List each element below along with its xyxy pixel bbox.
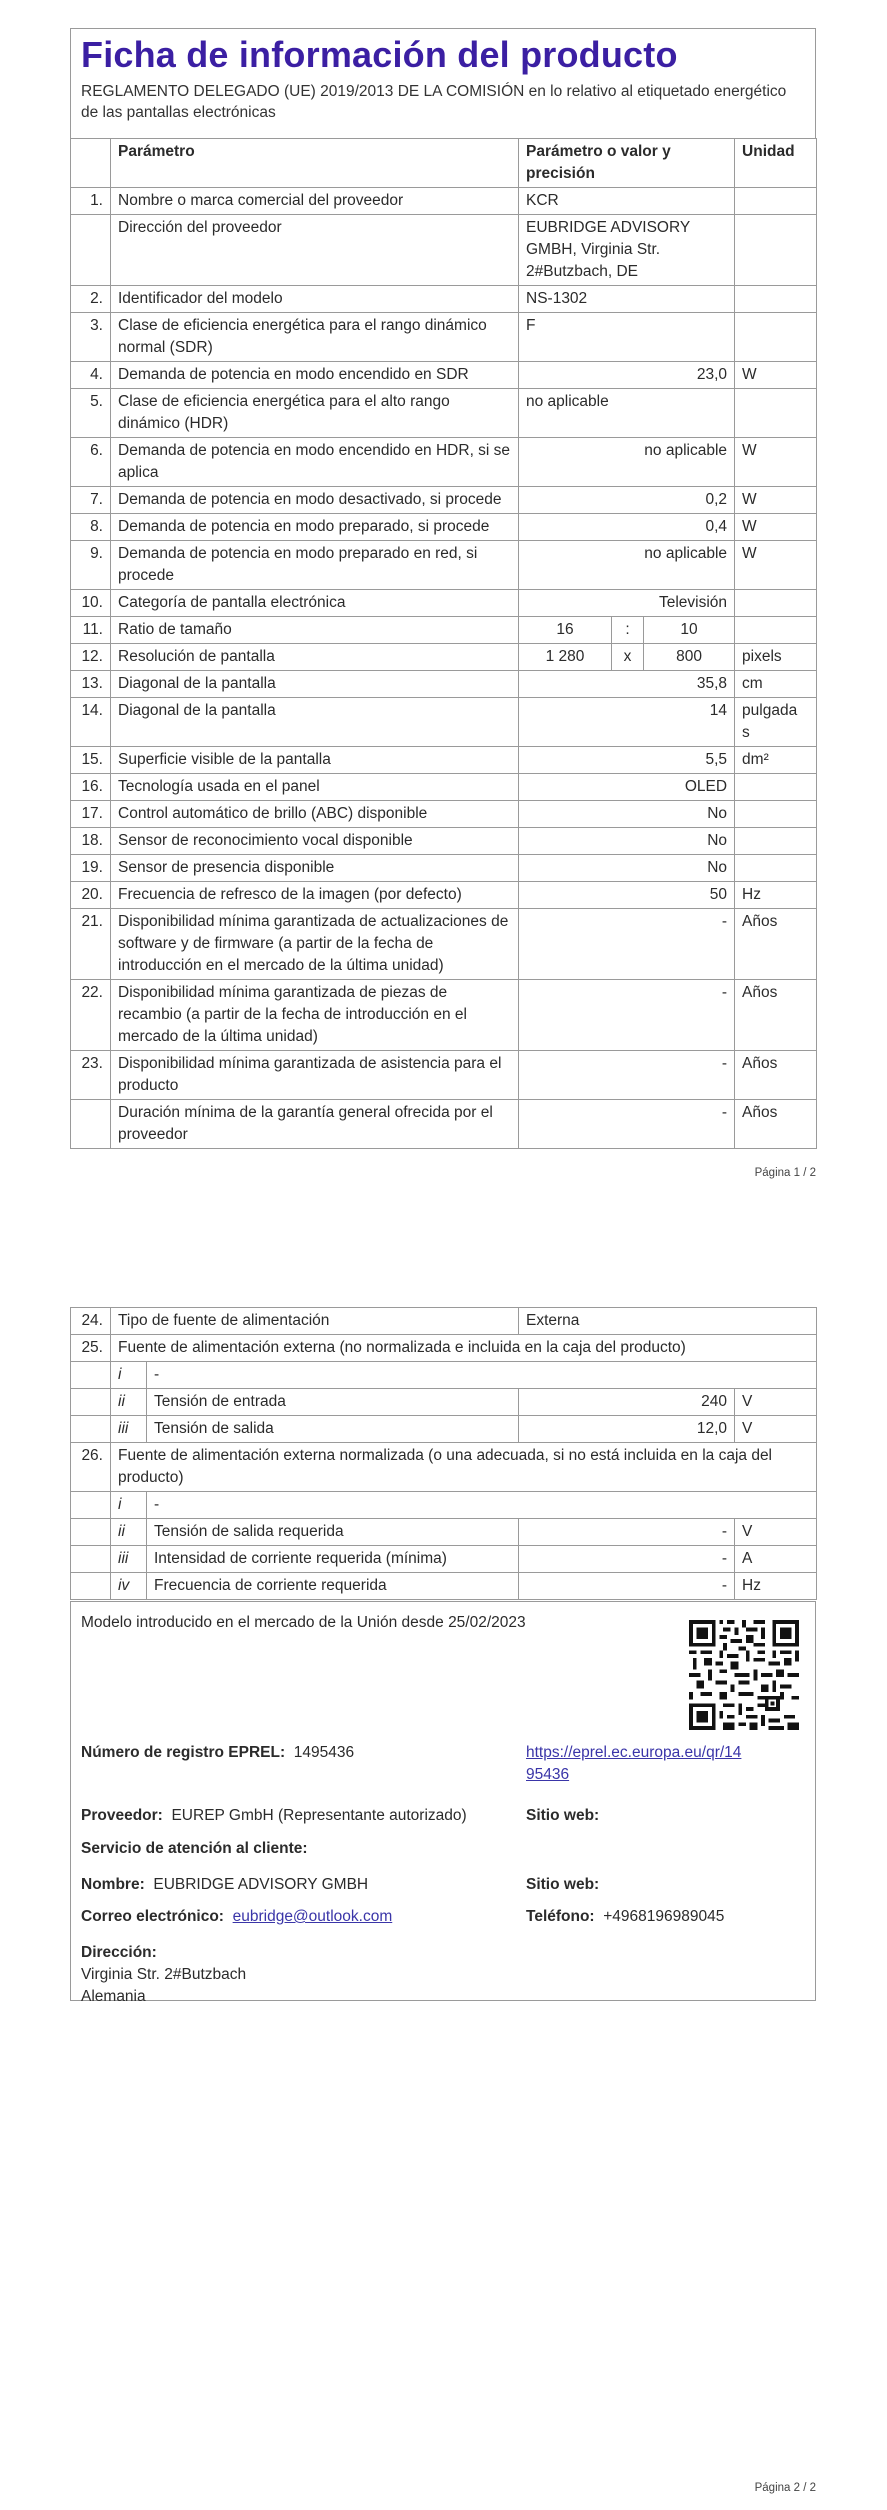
page-title: Ficha de información del producto: [81, 34, 678, 75]
header-param: Parámetro: [111, 139, 519, 188]
ratio-height: 10: [644, 617, 735, 644]
row-unit: [735, 590, 817, 617]
row-unit: Hz: [735, 882, 817, 909]
supplier-value: EUREP GmbH (Representante autorizado): [171, 1807, 467, 1824]
row-unit: [735, 617, 817, 644]
name-label: Nombre:: [81, 1876, 145, 1893]
row-label: Demanda de potencia en modo encendido en HDR, si se aplica: [111, 438, 519, 487]
row-value: EUBRIDGE ADVISORY GMBH, Virginia Str. 2#Butzbach, DE: [519, 215, 735, 286]
ratio-width: 16: [519, 617, 612, 644]
table-row: [71, 698, 817, 747]
table-row: [71, 801, 817, 828]
sub-index: iv: [111, 1573, 147, 1600]
row-unit: cm: [735, 671, 817, 698]
row-value: -: [519, 980, 735, 1051]
row-number: 20.: [71, 882, 111, 909]
row-number: 5.: [71, 389, 111, 438]
row-unit: Años: [735, 980, 817, 1051]
row-value: 0,2: [519, 487, 735, 514]
table-row: [71, 215, 817, 286]
table-row: [71, 313, 817, 362]
email-link[interactable]: eubridge@outlook.com: [232, 1908, 393, 1925]
ratio-separator: :: [612, 617, 644, 644]
sub-unit: A: [735, 1546, 817, 1573]
row-number: 23.: [71, 1051, 111, 1100]
sub-row: [71, 1362, 817, 1389]
header-value: Parámetro o valor y precisión: [519, 139, 735, 188]
row-number: 11.: [71, 617, 111, 644]
row-value: Televisión: [519, 590, 735, 617]
row-unit: [735, 188, 817, 215]
table-row: [71, 514, 817, 541]
table-row: [71, 909, 817, 980]
sub-row: [71, 1492, 817, 1519]
row-unit: W: [735, 514, 817, 541]
sub-value: -: [519, 1519, 735, 1546]
sub-value: 12,0: [519, 1416, 735, 1443]
row-unit: W: [735, 541, 817, 590]
row-number: 10.: [71, 590, 111, 617]
row-number: 8.: [71, 514, 111, 541]
row-number: 4.: [71, 362, 111, 389]
row-value: No: [519, 855, 735, 882]
sub-index: ii: [111, 1519, 147, 1546]
table-row: [71, 882, 817, 909]
row-label: Resolución de pantalla: [111, 644, 519, 671]
supplier-website-label: Sitio web:: [526, 1807, 600, 1824]
sub-unit: V: [735, 1519, 817, 1546]
table-row: [71, 1308, 817, 1335]
row-number: 6.: [71, 438, 111, 487]
table-row: [71, 541, 817, 590]
row-label: Demanda de potencia en modo desactivado, si procede: [111, 487, 519, 514]
regulation-subtitle: REGLAMENTO DELEGADO (UE) 2019/2013 DE LA COMISIÓN en lo relativo al etiquetado energético de las pantallas electrónicas: [81, 83, 787, 121]
sub-value: -: [519, 1546, 735, 1573]
eprel-label: Número de registro EPREL:: [81, 1744, 286, 1761]
row-unit: pulgadas: [735, 698, 817, 747]
row-number: 18.: [71, 828, 111, 855]
sub-row: [71, 1416, 817, 1443]
row-unit: [735, 215, 817, 286]
phone-label: Teléfono:: [526, 1908, 595, 1925]
row-value: no aplicable: [519, 389, 735, 438]
row-number: 13.: [71, 671, 111, 698]
row-number: 22.: [71, 980, 111, 1051]
row-label: Demanda de potencia en modo preparado, si procede: [111, 514, 519, 541]
row-number: 24.: [71, 1308, 111, 1335]
row-label: Duración mínima de la garantía general ofrecida por el proveedor: [111, 1100, 519, 1149]
row-unit: Años: [735, 1100, 817, 1149]
table-row: [71, 1443, 817, 1492]
row-label: Sensor de presencia disponible: [111, 855, 519, 882]
row-label: Clase de eficiencia energética para el alto rango dinámico (HDR): [111, 389, 519, 438]
header-unit: Unidad: [735, 139, 817, 188]
service-website-label: Sitio web:: [526, 1876, 600, 1893]
row-unit: W: [735, 362, 817, 389]
row-label: Fuente de alimentación externa (no normalizada e incluida en la caja del producto): [111, 1335, 817, 1362]
sub-label: Tensión de entrada: [147, 1389, 519, 1416]
table-row: [71, 438, 817, 487]
table-row: [71, 644, 817, 671]
row-value: 35,8: [519, 671, 735, 698]
row-label: Superficie visible de la pantalla: [111, 747, 519, 774]
phone-value: +4968196989045: [603, 1908, 725, 1925]
table-row: [71, 590, 817, 617]
resolution-separator: x: [612, 644, 644, 671]
row-number: [71, 215, 111, 286]
page-number: Página 2 / 2: [754, 2482, 816, 2494]
row-label: Nombre o marca comercial del proveedor: [111, 188, 519, 215]
row-label: Demanda de potencia en modo preparado en red, si procede: [111, 541, 519, 590]
row-label: Ratio de tamaño: [111, 617, 519, 644]
page-1: [0, 0, 887, 1250]
row-value: No: [519, 801, 735, 828]
row-label: Identificador del modelo: [111, 286, 519, 313]
row-label: Disponibilidad mínima garantizada de asistencia para el producto: [111, 1051, 519, 1100]
table-row: [71, 671, 817, 698]
row-number: 21.: [71, 909, 111, 980]
sub-label: Frecuencia de corriente requerida: [147, 1573, 519, 1600]
sub-unit: V: [735, 1416, 817, 1443]
row-unit: pixels: [735, 644, 817, 671]
row-unit: Años: [735, 1051, 817, 1100]
address-line-1: Virginia Str. 2#Butzbach: [81, 1966, 247, 1983]
row-unit: [735, 313, 817, 362]
row-unit: [735, 855, 817, 882]
sub-value: -: [519, 1573, 735, 1600]
row-number: 3.: [71, 313, 111, 362]
table-row: [71, 747, 817, 774]
row-value: F: [519, 313, 735, 362]
row-unit: W: [735, 438, 817, 487]
table-row: [71, 1051, 817, 1100]
row-label: Tecnología usada en el panel: [111, 774, 519, 801]
qr-code-icon[interactable]: [689, 1620, 799, 1730]
sub-row: [71, 1546, 817, 1573]
row-value: OLED: [519, 774, 735, 801]
sub-index: iii: [111, 1416, 147, 1443]
row-value: -: [519, 1100, 735, 1149]
table-row: [71, 389, 817, 438]
row-value: 5,5: [519, 747, 735, 774]
row-label: Sensor de reconocimiento vocal disponible: [111, 828, 519, 855]
sub-unit: Hz: [735, 1573, 817, 1600]
table-row: [71, 828, 817, 855]
sub-label: Intensidad de corriente requerida (mínima): [147, 1546, 519, 1573]
sub-row: [71, 1573, 817, 1600]
sub-index: i: [111, 1492, 147, 1519]
row-number: 12.: [71, 644, 111, 671]
row-label: Control automático de brillo (ABC) disponible: [111, 801, 519, 828]
row-value: NS-1302: [519, 286, 735, 313]
row-label: Clase de eficiencia energética para el rango dinámico normal (SDR): [111, 313, 519, 362]
sub-label: -: [147, 1492, 817, 1519]
row-label: Dirección del proveedor: [111, 215, 519, 286]
eprel-number: 1495436: [293, 1744, 355, 1761]
sub-index: iii: [111, 1546, 147, 1573]
product-info-table: [70, 138, 817, 1149]
table-row: [71, 188, 817, 215]
table-row: [71, 617, 817, 644]
eprel-link-line1[interactable]: https://eprel.ec.europa.eu/qr/14: [526, 1744, 742, 1761]
row-number: 19.: [71, 855, 111, 882]
row-label: Diagonal de la pantalla: [111, 671, 519, 698]
row-value: -: [519, 909, 735, 980]
row-unit: Años: [735, 909, 817, 980]
table-row: [71, 1335, 817, 1362]
customer-service-heading: Servicio de atención al cliente:: [81, 1840, 308, 1857]
row-number: 9.: [71, 541, 111, 590]
row-label: Demanda de potencia en modo encendido en SDR: [111, 362, 519, 389]
supplier-label: Proveedor:: [81, 1807, 163, 1824]
row-value: Externa: [519, 1308, 817, 1335]
power-supply-table: [70, 1307, 817, 1600]
row-number: 26.: [71, 1443, 111, 1492]
table-row: [71, 487, 817, 514]
address-line-2: Alemania: [81, 1988, 146, 2005]
sub-label: Tensión de salida requerida: [147, 1519, 519, 1546]
sub-index: ii: [111, 1389, 147, 1416]
eprel-link[interactable]: [526, 1742, 741, 1786]
row-number: 25.: [71, 1335, 111, 1362]
row-number: 15.: [71, 747, 111, 774]
row-label: Fuente de alimentación externa normalizada (o una adecuada, si no está incluida en la caja del producto): [111, 1443, 817, 1492]
row-unit: W: [735, 487, 817, 514]
row-label: Frecuencia de refresco de la imagen (por defecto): [111, 882, 519, 909]
row-number: 2.: [71, 286, 111, 313]
row-unit: dm²: [735, 747, 817, 774]
row-value: 14: [519, 698, 735, 747]
sub-unit: V: [735, 1389, 817, 1416]
row-number: 1.: [71, 188, 111, 215]
resolution-height: 800: [644, 644, 735, 671]
sub-value: 240: [519, 1389, 735, 1416]
resolution-width: 1 280: [519, 644, 612, 671]
row-value: 50: [519, 882, 735, 909]
table-row: [71, 980, 817, 1051]
sub-label: Tensión de salida: [147, 1416, 519, 1443]
row-value: 0,4: [519, 514, 735, 541]
row-label: Categoría de pantalla electrónica: [111, 590, 519, 617]
row-number: 14.: [71, 698, 111, 747]
table-row: [71, 286, 817, 313]
row-unit: [735, 389, 817, 438]
row-number: [71, 1100, 111, 1149]
sub-label: -: [147, 1362, 817, 1389]
row-value: no aplicable: [519, 438, 735, 487]
name-value: EUBRIDGE ADVISORY GMBH: [153, 1876, 369, 1893]
sub-row: [71, 1389, 817, 1416]
row-value: -: [519, 1051, 735, 1100]
row-unit: [735, 828, 817, 855]
sub-index: i: [111, 1362, 147, 1389]
row-number: 17.: [71, 801, 111, 828]
eprel-link-line2[interactable]: 95436: [526, 1766, 570, 1783]
table-row: [71, 362, 817, 389]
email-label: Correo electrónico:: [81, 1908, 224, 1925]
row-label: Disponibilidad mínima garantizada de actualizaciones de software y de firmware (a partir de la fecha de introducción en el mercado de la última unidad): [111, 909, 519, 980]
address-label: Dirección:: [81, 1944, 157, 1961]
row-value: 23,0: [519, 362, 735, 389]
row-unit: [735, 774, 817, 801]
table-header-row: [71, 139, 817, 188]
row-value: no aplicable: [519, 541, 735, 590]
table-row: [71, 855, 817, 882]
table-row: [71, 1100, 817, 1149]
market-intro-text: Modelo introducido en el mercado de la Unión desde 25/02/2023: [81, 1614, 526, 1631]
row-number: 16.: [71, 774, 111, 801]
row-label: Tipo de fuente de alimentación: [111, 1308, 519, 1335]
row-number: 7.: [71, 487, 111, 514]
document-header: [70, 28, 816, 138]
sub-row: [71, 1519, 817, 1546]
supplier-info-box: [70, 1601, 816, 2005]
row-label: Diagonal de la pantalla: [111, 698, 519, 747]
row-unit: [735, 801, 817, 828]
row-value: KCR: [519, 188, 735, 215]
row-unit: [735, 286, 817, 313]
table-row: [71, 774, 817, 801]
page-number: Página 1 / 2: [754, 1167, 816, 1179]
row-label: Disponibilidad mínima garantizada de piezas de recambio (a partir de la fecha de introducción en el mercado de la última unidad): [111, 980, 519, 1051]
row-value: No: [519, 828, 735, 855]
page-2: [0, 1250, 887, 2510]
